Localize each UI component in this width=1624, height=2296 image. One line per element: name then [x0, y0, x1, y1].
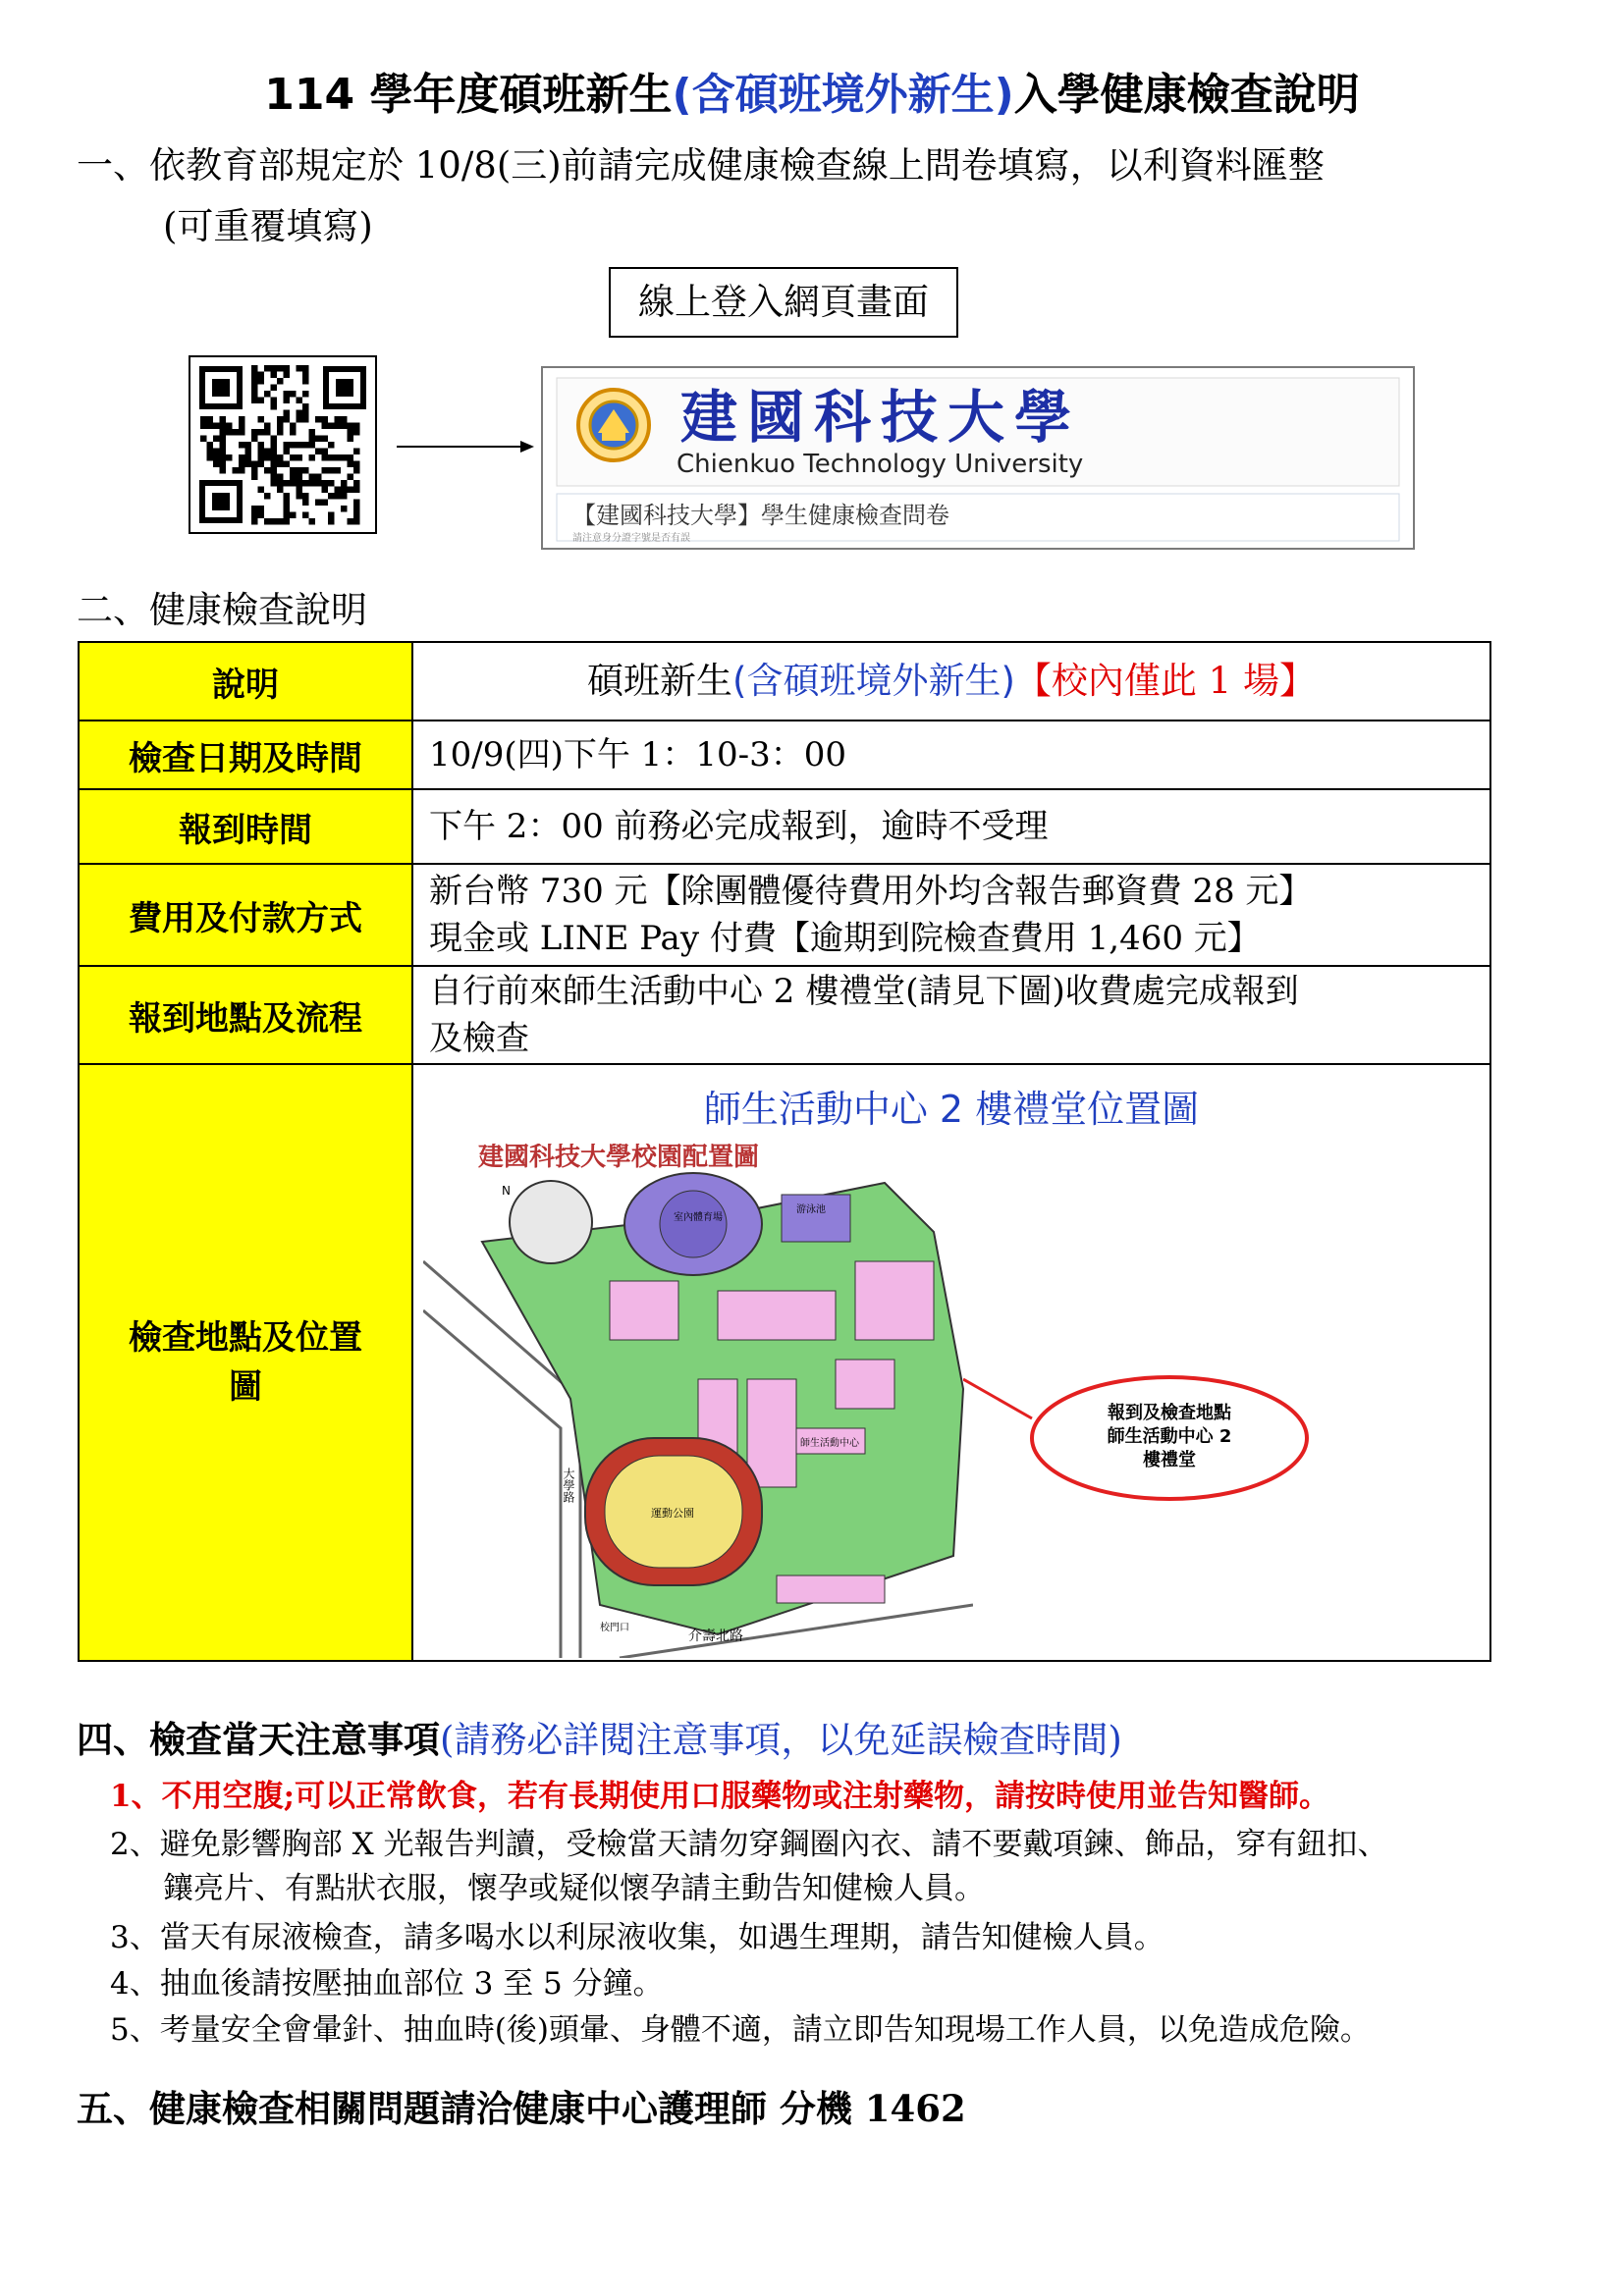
note-item-3: 3、當天有尿液檢查，請多喝水以利尿液收集，如遇生理期，請告知健檢人員。	[110, 1920, 1164, 1955]
desc-v3: 【校內僅此 1 場】	[1014, 659, 1316, 702]
note-item-2: 2、避免影響胸部 X 光報告判讀，受檢當天請勿穿鋼圈內衣、請不要戴項鍊、飾品，穿有鈕扣、	[110, 1827, 1388, 1862]
section2-heading: 二、健康檢查說明	[77, 589, 367, 631]
row-label-date: 檢查日期及時間	[79, 721, 412, 789]
map-indoor-gym: 室內體育場	[674, 1212, 723, 1223]
map-label-line2: 圖	[229, 1367, 262, 1407]
note-item-4: 4、抽血後請按壓抽血部位 3 至 5 分鐘。	[110, 1966, 664, 2002]
row-label-map	[79, 1064, 412, 1661]
banner-survey-title: 【建國科技大學】學生健康檢查問卷	[572, 502, 949, 529]
desc-v1: 碩班新生	[587, 659, 733, 702]
fee-line2: 現金或 LINE Pay 付費【逾期到院檢查費用 1,460 元】	[429, 919, 1261, 958]
row-label-checkin-time: 報到時間	[79, 789, 412, 864]
map-title: 師生活動中心 2 樓禮堂位置圖	[703, 1088, 1200, 1131]
desc-v2: (含碩班境外新生)	[732, 659, 1015, 702]
section4-note: (請務必詳閱注意事項，以免延誤檢查時間)	[440, 1719, 1122, 1761]
title-part1: 114 學年度碩班新生	[264, 70, 673, 120]
row-label-fee: 費用及付款方式	[79, 864, 412, 966]
callout-line1: 報到及檢查地點	[1108, 1403, 1231, 1423]
campus-map	[423, 1144, 973, 1658]
title-part2: (含碩班境外新生)	[672, 70, 1014, 120]
note-item-1: 1、不用空腹;可以正常飲食，若有長期使用口服藥物或注射藥物，請按時使用並告知醫師。	[110, 1779, 1330, 1814]
location-callout	[963, 1360, 1317, 1517]
table-row	[79, 864, 1490, 966]
section4-title: 四、檢查當天注意事項	[77, 1718, 440, 1761]
row-value-checkin-time: 下午 2：00 前務必完成報到，逾時不受理	[412, 789, 1490, 864]
location-line1: 自行前來師生活動中心 2 樓禮堂(請見下圖)收費處完成報到	[429, 972, 1299, 1011]
map-field: 運動公園	[651, 1507, 694, 1520]
callout-line2: 師生活動中心 2	[1107, 1426, 1232, 1447]
map-center-label: 師生活動中心	[800, 1438, 859, 1449]
map-north: N	[502, 1184, 511, 1198]
page-title	[0, 59, 1624, 122]
table-row	[79, 966, 1490, 1064]
section4-heading	[77, 1710, 1122, 1763]
online-login-label: 線上登入網頁畫面	[609, 267, 958, 338]
note-item-2-cont: 鑲亮片、有點狀衣服，懷孕或疑似懷孕請主動告知健檢人員。	[163, 1871, 985, 1906]
row-value-date: 10/9(四)下午 1：10-3：00	[412, 721, 1490, 789]
section1-line2: (可重覆填寫)	[163, 205, 373, 247]
qr-code-graphic	[190, 357, 375, 532]
row-value-description	[412, 642, 1490, 721]
row-label-description: 說明	[79, 642, 412, 721]
note-item-5: 5、考量安全會暈針、抽血時(後)頭暈、身體不適，請立即告知現場工作人員，以免造成危險。	[110, 2012, 1371, 2048]
fee-line1: 新台幣 730 元【除團體優待費用外均含報告郵資費 28 元】	[429, 872, 1313, 911]
banner-school-en: Chienkuo Technology University	[677, 450, 1084, 479]
map-gate: 校門口	[600, 1623, 629, 1633]
map-pool: 游泳池	[796, 1204, 826, 1215]
banner-small-note: 請注意身分證字號是否有誤	[572, 533, 690, 544]
map-road-daxue: 大學路	[562, 1468, 575, 1503]
table-row	[79, 1064, 1490, 1661]
map-campus-title: 建國科技大學校園配置圖	[478, 1144, 760, 1172]
qr-code[interactable]	[189, 355, 377, 534]
location-line2: 及檢查	[429, 1019, 529, 1058]
banner-school-cn: 建國科技大學	[680, 384, 1082, 451]
table-row	[79, 642, 1490, 721]
row-value-map	[412, 1064, 1490, 1661]
section5-contact: 五、健康檢查相關問題請洽健康中心護理師 分機 1462	[77, 2087, 966, 2130]
survey-page-preview[interactable]	[541, 366, 1415, 550]
arrow-right-icon	[397, 437, 534, 456]
table-row	[79, 789, 1490, 864]
row-value-fee	[412, 864, 1490, 966]
survey-banner	[543, 368, 1413, 548]
callout-line3: 樓禮堂	[1143, 1450, 1196, 1470]
section1-line1: 一、依教育部規定於 10/8(三)前請完成健康檢查線上問卷填寫，以利資料匯整	[77, 144, 1325, 187]
row-value-location	[412, 966, 1490, 1064]
row-label-location: 報到地點及流程	[79, 966, 412, 1064]
school-seal-icon	[578, 390, 649, 460]
health-check-table	[78, 641, 1491, 1662]
table-row	[79, 721, 1490, 789]
map-label-line1: 檢查地點及位置	[129, 1318, 362, 1358]
map-road-jieshou: 介壽北路	[688, 1629, 743, 1644]
title-part3: 入學健康檢查說明	[1013, 70, 1360, 120]
